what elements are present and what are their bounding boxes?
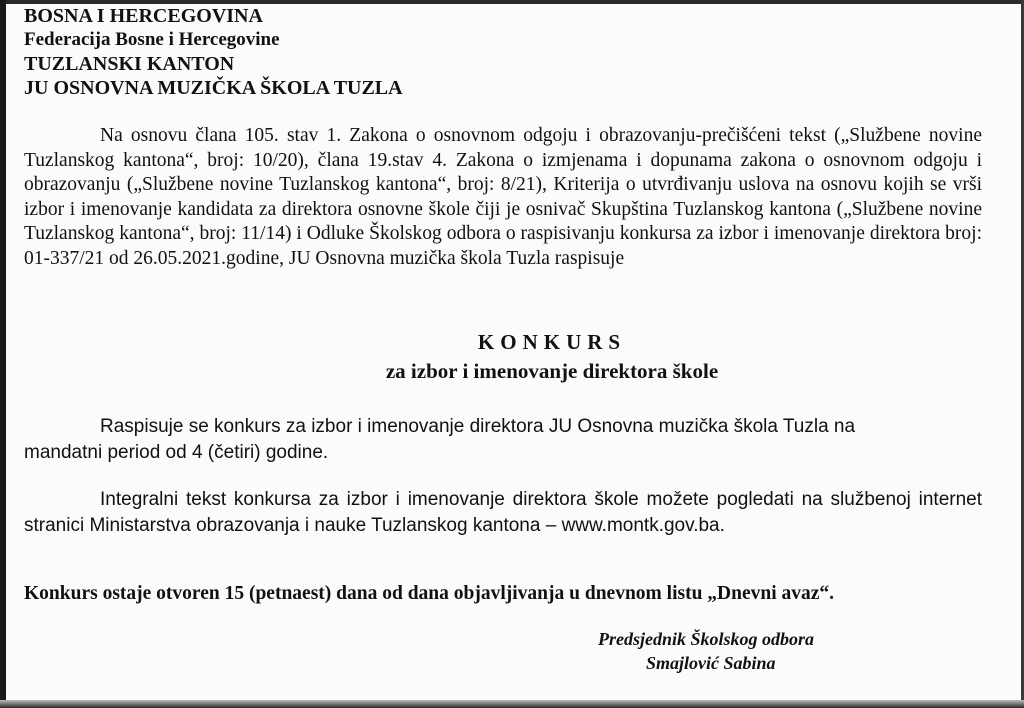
document-header xyxy=(24,4,403,100)
scan-border-bottom xyxy=(0,700,1024,708)
title-main: KONKURS xyxy=(477,330,627,354)
integral-text-paragraph: Integralni tekst konkursa za izbor i imenovanje direktora škole možete pogledati na službenoj internet stranici Ministarstva obrazovanja i nauke Tuzlanskog kantona – www.montk.gov.ba. xyxy=(24,489,982,536)
header-canton: TUZLANSKI KANTON xyxy=(24,53,235,75)
header-entity: Federacija Bosne i Hercegovine xyxy=(24,29,280,50)
signature-block xyxy=(598,627,814,675)
signature-name: Smajlović Sabina xyxy=(646,653,776,673)
deadline-paragraph: Konkurs ostaje otvoren 15 (petnaest) dana od dana objavljivanja u dnevnom listu „Dnevni avaz“. xyxy=(24,583,835,604)
signature-role: Predsjednik Školskog odbora xyxy=(598,629,815,649)
header-country: BOSNA I HERCEGOVINA xyxy=(24,5,263,27)
announcement-paragraph: Raspisuje se konkurs za izbor i imenovanje direktora JU Osnovna muzička škola Tuzla na mandatni period od 4 (četiri) godine. xyxy=(24,416,856,463)
intro-paragraph: Na osnovu člana 105. stav 1. Zakona o osnovnom odgoju i obrazovanju-prečišćeni tekst („Službene novine Tuzlanskog kantona“, broj: 10/20), člana 19.stav 4. Zakona o izmjenama i dopunama zakona o osnovnom odgoju i obrazovanju („Službene novine Tuzlanskog kantona“, broj: 8/21), Kriterija o utvrđivanju uslova na osnovu kojih se vrši izbor i imenovanje kandidata za direktora osnovne škole čiji je osnivač Skupština Tuzlanskog kantona („Službene novine Tuzlanskog kantona“, broj: 11/14) i Odluke Školskog odbora o raspisivanju konkursa za izbor i imenovanje direktora broj: 01-337/21 od 26.05.2021.godine, JU Osnovna muzička škola Tuzla raspisuje xyxy=(24,125,982,269)
title-subtitle: za izbor i imenovanje direktora škole xyxy=(385,359,719,383)
header-institution: JU OSNOVNA MUZIČKA ŠKOLA TUZLA xyxy=(24,77,403,99)
document-title xyxy=(0,330,1024,384)
